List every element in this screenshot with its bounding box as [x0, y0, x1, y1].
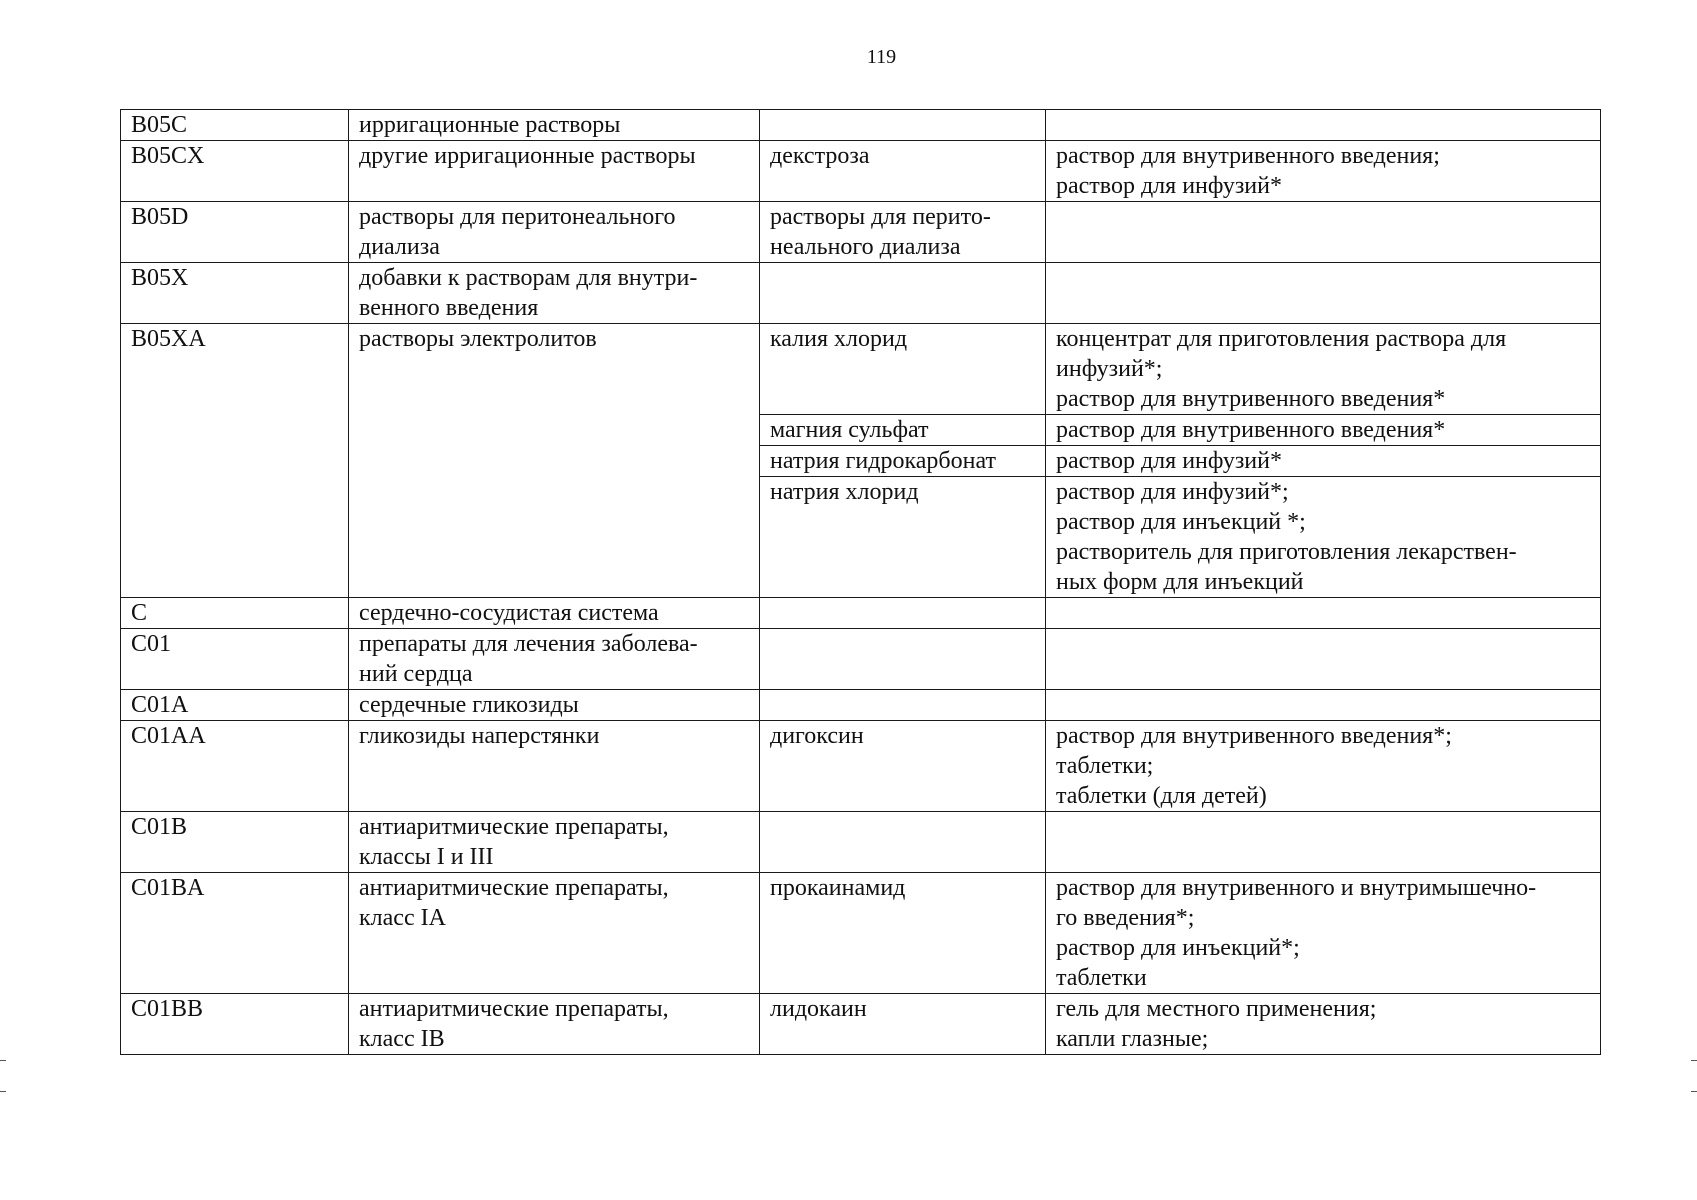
anatomical-group-line: антиаритмические препараты, [359, 814, 669, 840]
substance-name-line: натрия гидрокарбонат [770, 448, 996, 474]
anatomical-group-line: антиаритмические препараты, [359, 875, 669, 901]
anatomical-group-line: сердечно-сосудистая система [359, 600, 659, 626]
anatomical-group-cell [349, 141, 760, 202]
anatomical-group-line: ний сердца [359, 661, 473, 687]
substance-name-line: дигоксин [770, 723, 864, 749]
dosage-form-cell [1046, 812, 1601, 873]
anatomical-group-line: диализа [359, 234, 440, 260]
atc-code-cell [121, 324, 349, 598]
substance-name-cell [760, 721, 1046, 812]
atc-code: C01 [131, 631, 172, 657]
dosage-form-cell [1046, 263, 1601, 324]
table-row [121, 721, 1601, 812]
anatomical-group-line: гликозиды наперстянки [359, 723, 600, 749]
anatomical-group-line: растворы для перитонеального [359, 204, 676, 230]
dosage-form-line: капли глазные; [1056, 1026, 1209, 1052]
atc-code-cell [121, 812, 349, 873]
substance-name-cell [760, 690, 1046, 721]
anatomical-group-cell [349, 598, 760, 629]
dosage-form-line: раствор для инфузий*; [1056, 479, 1289, 505]
anatomical-group-cell [349, 110, 760, 141]
atc-code: C01BA [131, 875, 205, 901]
medication-table [120, 109, 1601, 1055]
substance-name-line: прокаинамид [770, 875, 906, 901]
anatomical-group-line: другие ирригационные растворы [359, 143, 696, 169]
dosage-form-cell [1046, 324, 1601, 415]
anatomical-group-line: добавки к растворам для внутри- [359, 265, 698, 291]
dosage-form-line: таблетки (для детей) [1056, 783, 1267, 809]
substance-name-line: магния сульфат [770, 417, 929, 443]
dosage-form-cell [1046, 690, 1601, 721]
anatomical-group-cell [349, 324, 760, 598]
table-row [121, 110, 1601, 141]
substance-name-cell [760, 110, 1046, 141]
dosage-form-cell [1046, 994, 1601, 1055]
dosage-form-line: таблетки; [1056, 753, 1154, 779]
dosage-form-line: инфузий*; [1056, 356, 1163, 382]
atc-code-cell [121, 690, 349, 721]
atc-code-cell [121, 202, 349, 263]
atc-code: B05XA [131, 326, 206, 352]
dosage-form-line: раствор для инъекций*; [1056, 935, 1300, 961]
anatomical-group-line: сердечные гликозиды [359, 692, 579, 718]
substance-name-line: растворы для перито- [770, 204, 991, 230]
anatomical-group-line: ирригационные растворы [359, 112, 621, 138]
substance-name-cell [760, 415, 1046, 446]
dosage-form-cell [1046, 598, 1601, 629]
dosage-form-line: концентрат для приготовления раствора для [1056, 326, 1507, 352]
atc-code-cell [121, 994, 349, 1055]
dosage-form-cell [1046, 477, 1601, 598]
substance-name-cell [760, 141, 1046, 202]
dosage-form-line: раствор для внутривенного введения*; [1056, 723, 1452, 749]
anatomical-group-line: классы I и III [359, 844, 494, 870]
table-row [121, 598, 1601, 629]
anatomical-group-line: венного введения [359, 295, 539, 321]
substance-name-cell [760, 324, 1046, 415]
atc-code-cell [121, 629, 349, 690]
anatomical-group-line: класс IA [359, 905, 446, 931]
substance-name-cell [760, 263, 1046, 324]
scan-edge-mark-right [1691, 1060, 1697, 1092]
dosage-form-cell [1046, 721, 1601, 812]
anatomical-group-cell [349, 873, 760, 994]
atc-code: C01A [131, 692, 189, 718]
anatomical-group-cell [349, 812, 760, 873]
atc-code: C01AA [131, 723, 206, 749]
anatomical-group-cell [349, 690, 760, 721]
dosage-form-line: го введения*; [1056, 905, 1195, 931]
dosage-form-cell [1046, 446, 1601, 477]
atc-code: C [131, 600, 148, 626]
substance-name-line: лидокаин [770, 996, 867, 1022]
anatomical-group-cell [349, 263, 760, 324]
dosage-form-cell [1046, 415, 1601, 446]
dosage-form-line: раствор для инфузий* [1056, 173, 1282, 199]
substance-name-cell [760, 812, 1046, 873]
anatomical-group-cell [349, 202, 760, 263]
substance-name-line: неального диализа [770, 234, 961, 260]
anatomical-group-line: растворы электролитов [359, 326, 597, 352]
page-number: 119 [866, 46, 897, 68]
anatomical-group-cell [349, 994, 760, 1055]
atc-code: B05CX [131, 143, 205, 169]
dosage-form-cell [1046, 202, 1601, 263]
dosage-form-line: раствор для инъекций *; [1056, 509, 1306, 535]
substance-name-line: натрия хлорид [770, 479, 919, 505]
dosage-form-cell [1046, 873, 1601, 994]
anatomical-group-line: антиаритмические препараты, [359, 996, 669, 1022]
table-row [121, 324, 1601, 415]
atc-code-cell [121, 721, 349, 812]
dosage-form-cell [1046, 110, 1601, 141]
anatomical-group-cell [349, 721, 760, 812]
table-row [121, 873, 1601, 994]
anatomical-group-line: класс IB [359, 1026, 445, 1052]
atc-code: C01BB [131, 996, 204, 1022]
substance-name-line: декстроза [770, 143, 870, 169]
dosage-form-cell [1046, 629, 1601, 690]
dosage-form-line: растворитель для приготовления лекарствен- [1056, 539, 1517, 565]
dosage-form-line: раствор для внутривенного введения; [1056, 143, 1440, 169]
atc-code-cell [121, 263, 349, 324]
substance-name-cell [760, 598, 1046, 629]
dosage-form-line: раствор для инфузий* [1056, 448, 1282, 474]
substance-name-cell [760, 629, 1046, 690]
anatomical-group-cell [349, 629, 760, 690]
dosage-form-line: гель для местного применения; [1056, 996, 1377, 1022]
table-row [121, 690, 1601, 721]
table-row [121, 263, 1601, 324]
atc-code: B05D [131, 204, 189, 230]
substance-name-cell [760, 202, 1046, 263]
table-row [121, 202, 1601, 263]
table-row [121, 629, 1601, 690]
atc-code: B05X [131, 265, 189, 291]
substance-name-cell [760, 994, 1046, 1055]
substance-name-cell [760, 477, 1046, 598]
table-row [121, 812, 1601, 873]
dosage-form-line: раствор для внутривенного введения* [1056, 386, 1446, 412]
dosage-form-cell [1046, 141, 1601, 202]
substance-name-cell [760, 446, 1046, 477]
substance-name-line: калия хлорид [770, 326, 908, 352]
dosage-form-line: таблетки [1056, 965, 1147, 991]
table-row [121, 994, 1601, 1055]
atc-code-cell [121, 141, 349, 202]
anatomical-group-line: препараты для лечения заболева- [359, 631, 698, 657]
atc-code-cell [121, 873, 349, 994]
dosage-form-line: раствор для внутривенного и внутримышечно- [1056, 875, 1537, 901]
table-row [121, 141, 1601, 202]
atc-code-cell [121, 598, 349, 629]
atc-code-cell [121, 110, 349, 141]
atc-code: C01B [131, 814, 188, 840]
dosage-form-line: раствор для внутривенного введения* [1056, 417, 1446, 443]
atc-code: B05C [131, 112, 188, 138]
scan-edge-mark-left [0, 1060, 6, 1092]
dosage-form-line: ных форм для инъекций [1056, 569, 1304, 595]
substance-name-cell [760, 873, 1046, 994]
